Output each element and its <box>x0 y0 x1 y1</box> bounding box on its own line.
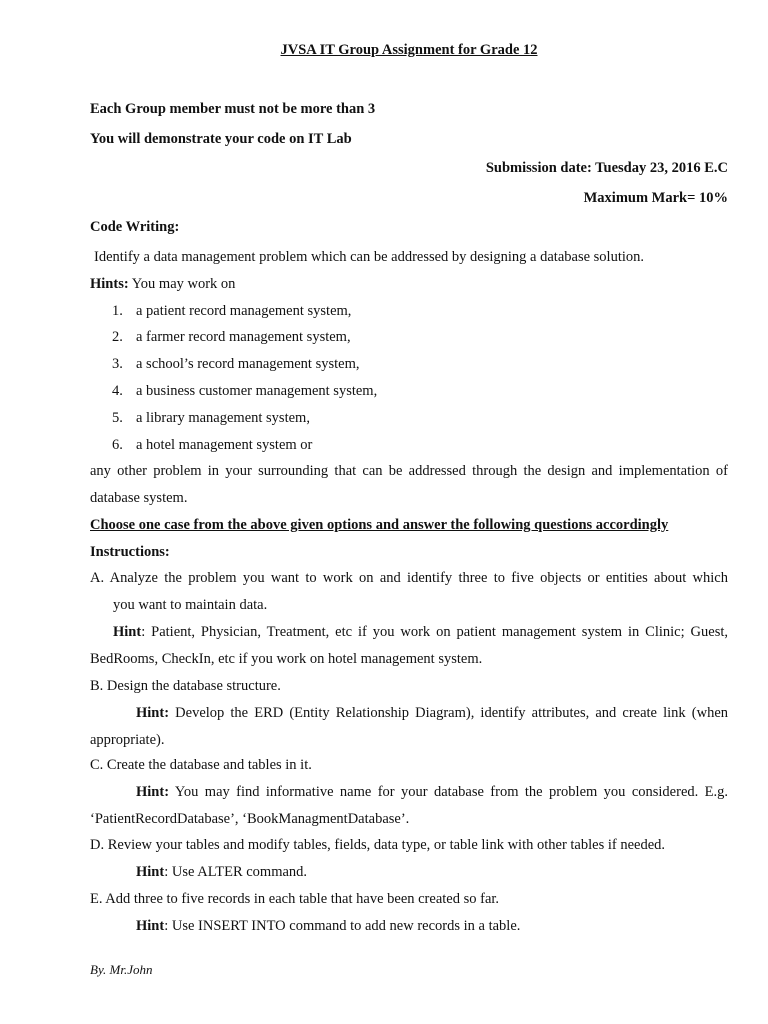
hint-label: Hint: <box>136 705 170 721</box>
hints-label: Hints: <box>90 276 129 292</box>
hint-label: Hint <box>136 918 165 934</box>
instruction-a: A. Analyze the problem you want to work on and identify three to five objects or entities about which <box>90 570 728 586</box>
hint-label: Hint <box>136 864 165 880</box>
hint-text: You may find informative name for your database from the problem you considered. E.g. <box>174 784 729 800</box>
instruction-a-hint-cont: BedRooms, CheckIn, etc if you work on hotel management system. <box>90 651 483 667</box>
hint-label: Hint <box>113 624 142 640</box>
hint-text: : Use INSERT INTO command to add new records in a table. <box>164 918 521 934</box>
list-item-text: a school’s record management system, <box>136 356 360 372</box>
instruction-a-cont: you want to maintain data. <box>113 597 268 613</box>
list-item-text: a library management system, <box>136 410 310 426</box>
instruction-b-hint <box>136 705 728 722</box>
list-item-number: 4. <box>112 383 123 399</box>
instruction-e: E. Add three to five records in each table that have been created so far. <box>90 891 500 907</box>
list-item-number: 3. <box>112 356 123 372</box>
instruction-c: C. Create the database and tables in it. <box>90 757 312 773</box>
list-item-number: 2. <box>112 329 123 345</box>
instruction-d: D. Review your tables and modify tables, fields, data type, or table link with other tables if needed. <box>90 837 666 853</box>
maximum-mark: Maximum Mark= 10% <box>583 190 728 206</box>
instruction-b-hint-cont: appropriate). <box>90 732 165 748</box>
page-title: JVSA IT Group Assignment for Grade 12 <box>280 42 538 58</box>
instruction-e-hint <box>136 918 520 935</box>
hint-text: : Patient, Physician, Treatment, etc if you work on patient management system in Clinic; Guest, <box>141 624 728 640</box>
instruction-c-hint <box>136 784 728 801</box>
submission-date: Submission date: Tuesday 23, 2016 E.C <box>485 160 728 176</box>
instructions-heading: Instructions: <box>90 544 170 560</box>
hints-line <box>90 276 235 293</box>
instruction-d-hint <box>136 864 307 881</box>
list-item-number: 6. <box>112 437 123 453</box>
other-problem-line: any other problem in your surrounding that can be addressed through the design and implementation of <box>90 463 728 479</box>
hints-text: You may work on <box>131 276 236 292</box>
author-footer: By. Mr.John <box>90 962 153 977</box>
list-item-text: a farmer record management system, <box>136 329 351 345</box>
list-item-text: a hotel management system or <box>136 437 313 453</box>
hint-label: Hint: <box>136 784 170 800</box>
group-size-rule: Each Group member must not be more than 3 <box>90 101 376 117</box>
code-writing-intro: Identify a data management problem which can be addressed by designing a database solution. <box>94 249 645 265</box>
instruction-b: B. Design the database structure. <box>90 678 281 694</box>
list-item-text: a patient record management system, <box>136 303 352 319</box>
other-problem-line-2: database system. <box>90 490 188 506</box>
choose-case-instruction: Choose one case from the above given options and answer the following questions accordingly <box>90 517 669 533</box>
list-item-number: 5. <box>112 410 123 426</box>
instruction-c-hint-cont: ‘PatientRecordDatabase’, ‘BookManagmentDatabase’. <box>90 811 410 827</box>
hint-text: Develop the ERD (Entity Relationship Diagram), identify attributes, and create link (when <box>175 705 729 721</box>
hint-text: : Use ALTER command. <box>164 864 308 880</box>
list-item-number: 1. <box>112 303 123 319</box>
demo-rule: You will demonstrate your code on IT Lab <box>90 131 352 147</box>
code-writing-heading: Code Writing: <box>90 219 180 235</box>
list-item-text: a business customer management system, <box>136 383 378 399</box>
instruction-a-hint <box>113 624 728 641</box>
